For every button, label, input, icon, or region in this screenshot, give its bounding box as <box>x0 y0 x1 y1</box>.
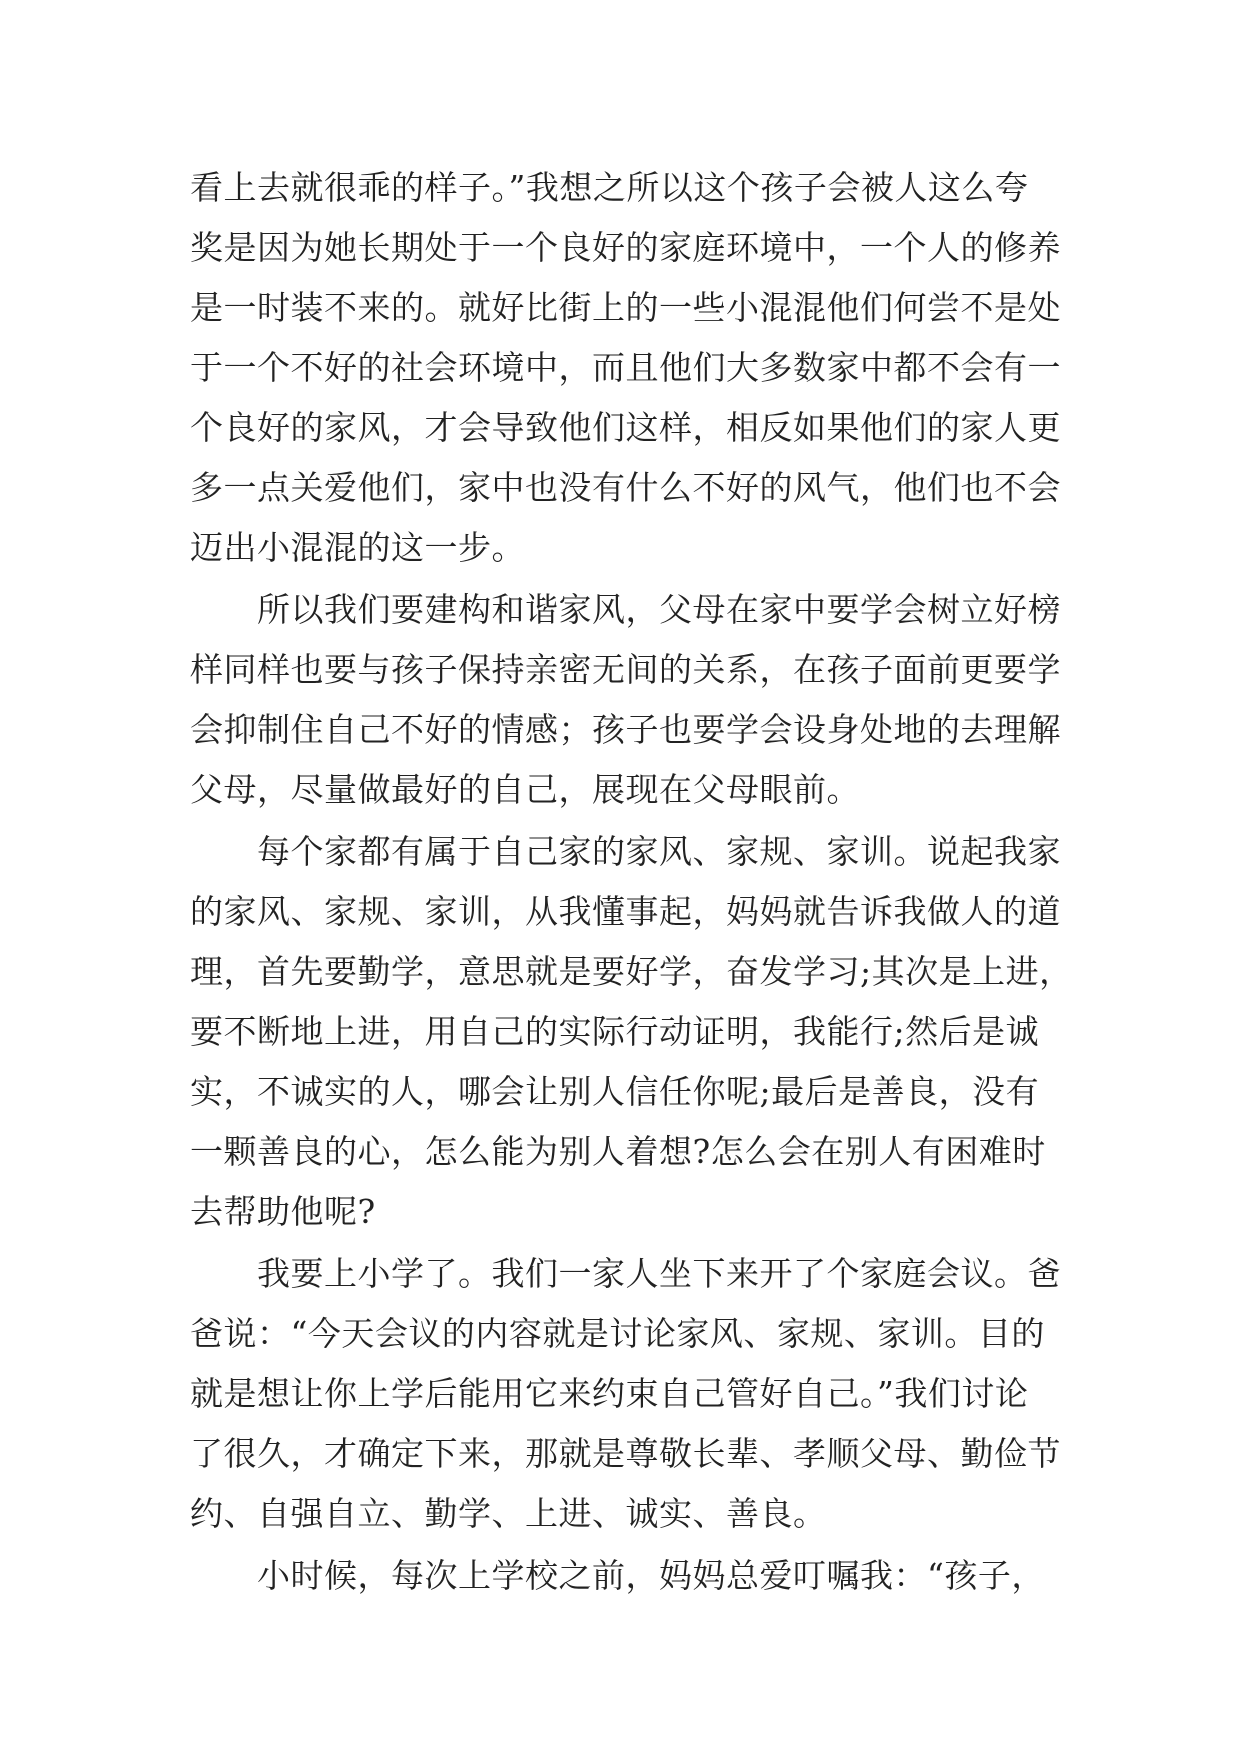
text-line: 多一点关爱他们，家中也没有什么不好的风气，他们也不会 <box>190 468 1061 507</box>
text-line: 了很久，才确定下来，那就是尊敬长辈、孝顺父母、勤俭节 <box>190 1434 1061 1473</box>
text-line: 小时候，每次上学校之前，妈妈总爱叮嘱我：“孩子， <box>190 1556 1045 1595</box>
text-line: 所以我们要建构和谐家风，父母在家中要学会树立好榜 <box>190 590 1061 629</box>
text-line: 要不断地上进，用自己的实际行动证明，我能行;然后是诚 <box>190 1012 1040 1051</box>
text-line: 于一个不好的社会环境中，而且他们大多数家中都不会有一 <box>190 348 1061 387</box>
text-line: 会抑制住自己不好的情感；孩子也要学会设身处地的去理解 <box>190 710 1061 749</box>
text-line: 每个家都有属于自己家的家风、家规、家训。说起我家 <box>190 832 1061 871</box>
text-line: 是一时装不来的。就好比街上的一些小混混他们何尝不是处 <box>190 288 1061 327</box>
text-line: 一颗善良的心，怎么能为别人着想?怎么会在别人有困难时 <box>190 1132 1046 1171</box>
text-line: 约、自强自立、勤学、上进、诚实、善良。 <box>190 1494 827 1533</box>
text-line: 实，不诚实的人，哪会让别人信任你呢;最后是善良，没有 <box>190 1072 1040 1111</box>
text-line: 个良好的家风，才会导致他们这样，相反如果他们的家人更 <box>190 408 1061 447</box>
text-line: 父母，尽量做最好的自己，展现在父母眼前。 <box>190 770 860 809</box>
text-line: 理，首先要勤学，意思就是要好学，奋发学习;其次是上进， <box>190 952 1073 991</box>
text-line: 我要上小学了。我们一家人坐下来开了个家庭会议。爸 <box>190 1254 1061 1293</box>
document-text <box>190 158 1073 1606</box>
text-line: 去帮助他呢? <box>190 1192 376 1231</box>
text-line: 爸说：“今天会议的内容就是讨论家风、家规、家训。目的 <box>190 1314 1045 1353</box>
text-line: 样同样也要与孩子保持亲密无间的关系，在孩子面前更要学 <box>190 650 1061 689</box>
text-line: 奖是因为她长期处于一个良好的家庭环境中，一个人的修养 <box>190 228 1061 267</box>
text-line: 迈出小混混的这一步。 <box>190 528 525 567</box>
text-line: 的家风、家规、家训，从我懂事起，妈妈就告诉我做人的道 <box>190 892 1061 931</box>
text-line: 看上去就很乖的样子。”我想之所以这个孩子会被人这么夸 <box>190 168 1029 207</box>
text-line: 就是想让你上学后能用它来约束自己管好自己。”我们讨论 <box>190 1374 1029 1413</box>
